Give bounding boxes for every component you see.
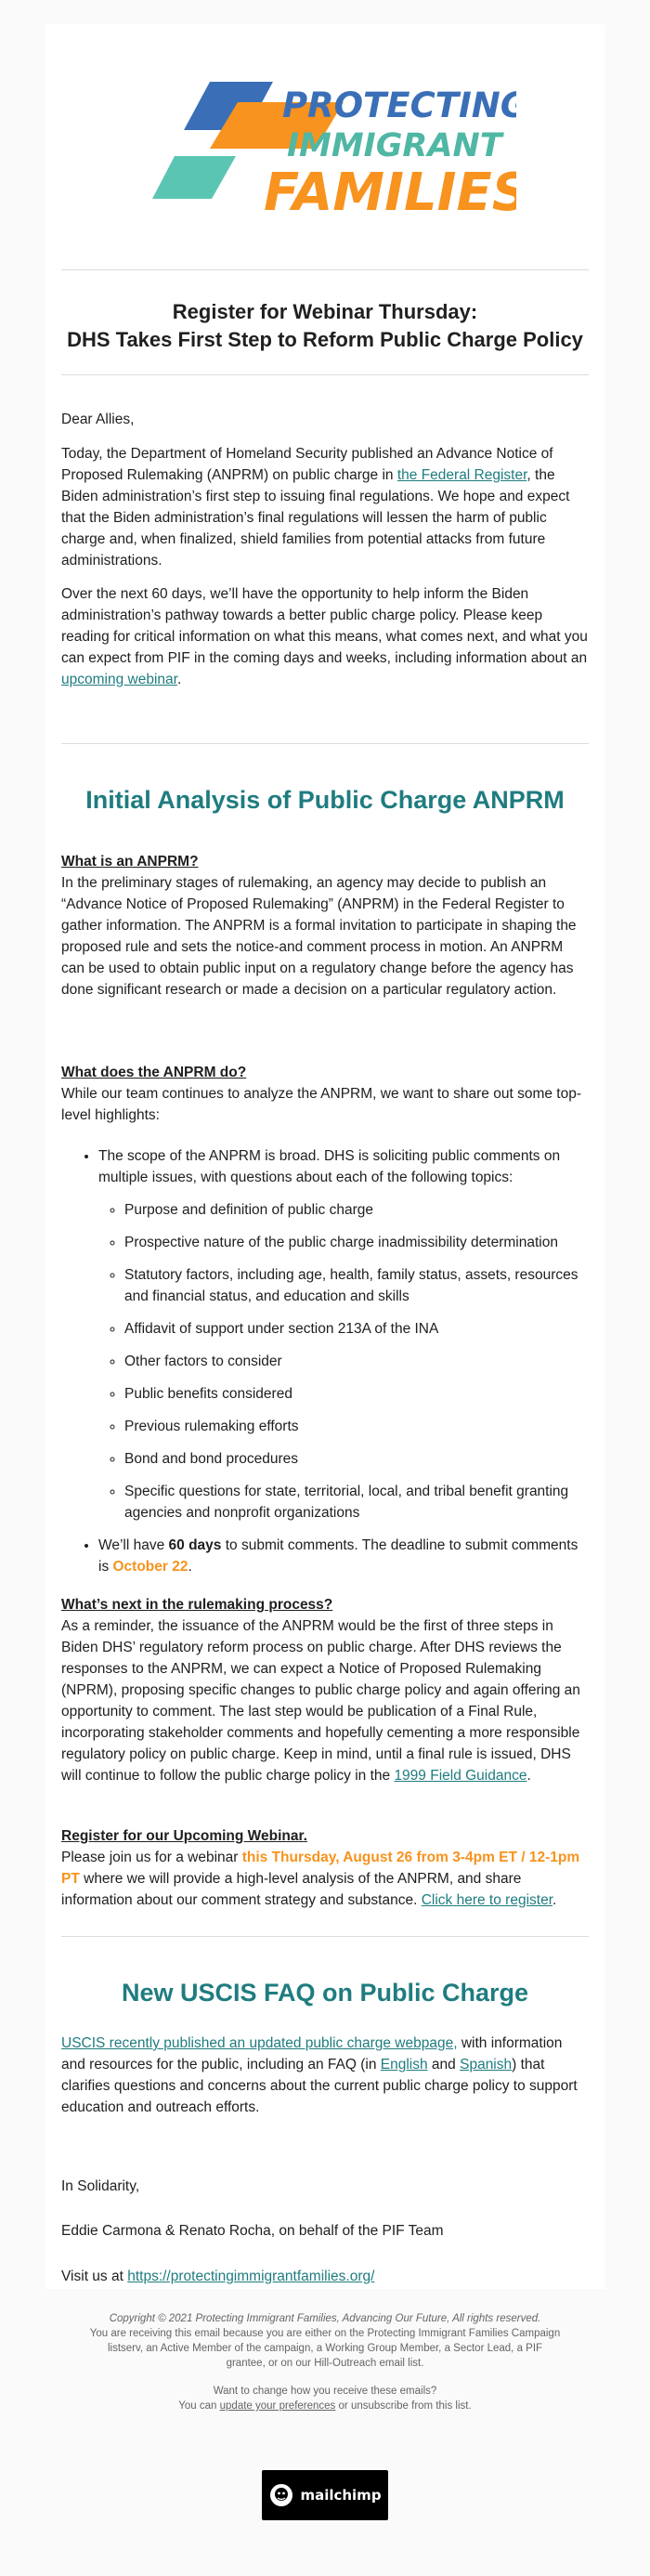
days-count: 60 days (168, 1537, 222, 1553)
list-item: ◦ Prospective nature of the public charge inadmissibility determination (124, 1232, 589, 1253)
faq-heading: New USCIS FAQ on Public Charge (121, 1979, 529, 2007)
unsubscribe-link[interactable]: unsubscribe from this list (350, 2400, 469, 2412)
list-item: ◦ Bond and bond procedures (124, 1448, 589, 1470)
preferences-line: You can update your preferences or unsubscribe from this list. (178, 2400, 472, 2412)
signature: Eddie Carmona & Renato Rocha, on behalf of the PIF Team (61, 2223, 444, 2239)
whats-next-heading: What’s next in the rulemaking process? (61, 1597, 333, 1613)
divider (61, 374, 589, 375)
what-does-anprm-do-body: While our team continues to analyze the ANPRM, we want to share out some top-level highlights: (61, 1086, 581, 1123)
divider (61, 743, 589, 744)
hero-line1: Register for Webinar Thursday: (172, 300, 478, 323)
email-card (45, 24, 605, 2289)
logo-graphic (134, 63, 516, 232)
logo-teal-shape (152, 156, 236, 199)
visit-line: Visit us at https://protectingimmigrantfamilies.org/ (61, 2269, 375, 2284)
list-item: • The scope of the ANPRM is broad. DHS is soliciting public comments on multiple issues, with questions about each of the following topics: ◦ Purpose and definition of public charge ◦ Prospective nature of the public charge inadmissibility determination ◦ Statutory factors, including age, health, family status, assets, resources and financial status, and education and skills ◦ Affidavit of support under section 213A of the INA ◦ Other factors to consider ◦ Public benefits considered ◦ Previous rulemaking efforts ◦ Bond and bond procedures ◦ Specific questions for state, territorial, local, and tribal benefit granting agencies and nonprofit organizations (98, 1145, 589, 1523)
english-faq-link[interactable]: English (380, 2057, 428, 2073)
copyright: Copyright © 2021 Protecting Immigrant Families, Advancing Our Future, All rights reserved. (109, 2313, 541, 2324)
intro-paragraph-2: Over the next 60 days, we’ll have the opportunity to help inform the Biden administration’s pathway towards a better public charge policy. Please keep reading for critical information on what this means, what comes next, and what you can expect from PIF in the coming days and weeks, including information about an upcoming webinar. (61, 586, 588, 687)
what-is-anprm-heading: What is an ANPRM? (61, 854, 199, 870)
analysis-heading: Initial Analysis of Public Charge ANPRM (85, 786, 565, 814)
list-item: ◦ Public benefits considered (124, 1383, 589, 1405)
closing: In Solidarity, (61, 2178, 140, 2194)
what-is-anprm-section (61, 851, 589, 1000)
footer (45, 2311, 605, 2413)
hero-line2: DHS Takes First Step to Reform Public Charge Policy (67, 328, 583, 351)
topics-list (98, 1199, 589, 1523)
spanish-faq-link[interactable]: Spanish (460, 2057, 513, 2073)
field-guidance-link[interactable]: 1999 Field Guidance (394, 1768, 527, 1784)
hero-title (61, 298, 589, 354)
list-item: ◦ Specific questions for state, territorial, local, and tribal benefit granting agencies and nonprofit organizations (124, 1481, 589, 1523)
webinar-heading: Register for our Upcoming Webinar. (61, 1828, 307, 1844)
logo-line1: PROTECTING (282, 85, 516, 125)
list-item: ◦ Purpose and definition of public charge (124, 1199, 589, 1221)
intro-paragraph-1: Today, the Department of Homeland Security published an Advance Notice of Proposed Rulemaking (ANPRM) on public charge in the Federal Register, the Biden administration’s first step to issuing final regulations. We hope and expect that the Biden administration’s final regulations will lessen the harm of public charge and, when finalized, shield families from potential attacks from future administrations. (61, 446, 570, 569)
mailchimp-icon (268, 2482, 294, 2508)
mailchimp-badge[interactable] (262, 2470, 388, 2520)
change-prompt: Want to change how you receive these emails? (213, 2386, 437, 2397)
list-item: ◦ Previous rulemaking efforts (124, 1416, 589, 1437)
highlights-list (61, 1145, 589, 1589)
faq-body: USCIS recently published an updated public charge webpage, with information and resources for the public, including an FAQ (in English and Spanish) that clarifies questions and concerns about the current public charge policy to support education and outreach efforts. (61, 2035, 578, 2115)
what-is-anprm-body: In the preliminary stages of rulemaking, an agency may decide to publish an “Advance Notice of Proposed Rulemaking” (ANPRM) in the Federal Register to gather information. The ANPRM is a formal invitation to participate in shaping the proposed rule and sets the notice-and comment process in motion. An ANPRM can be used to obtain public input on a regulatory change before the agency has done significant research or made a decision on a particular regulatory action. (61, 875, 577, 998)
federal-register-link[interactable]: the Federal Register (396, 467, 527, 483)
webinar-section: Register for our Upcoming Webinar. Please join us for a webinar this Thursday, August 26 from 3-4pm ET / 12-1pm PT where we will provide a high-level analysis of the ANPRM, and share information about our comment strategy and substance. Click here to register. (61, 1825, 589, 1911)
register-link[interactable]: Click here to register (421, 1892, 552, 1908)
logo-line2: IMMIGRANT (287, 127, 502, 164)
list-item: ◦ Affidavit of support under section 213A of the INA (124, 1318, 589, 1340)
greeting: Dear Allies, (61, 412, 135, 427)
list-item: • We’ll have 60 days to submit comments. The deadline to submit comments is October 22. (98, 1535, 589, 1577)
whats-next-section: What’s next in the rulemaking process? As a reminder, the issuance of the ANPRM would be the first of three steps in Biden DHS’ regulatory reform process on public charge. After DHS reviews the responses to the ANPRM, we can expect a Notice of Proposed Rulemaking (NPRM), proposing specific changes to public charge policy and again offering an opportunity to comment. The last step would be publication of a Final Rule, incorporating stakeholder comments and hopefully cementing a more responsible regulatory policy on public charge. Keep in mind, until a final rule is issued, DHS will continue to follow the public charge policy in the 1999 Field Guidance. (61, 1594, 589, 1786)
update-preferences-link[interactable]: update your preferences (219, 2400, 336, 2412)
pif-logo (134, 63, 516, 232)
list-item: ◦ Other factors to consider (124, 1351, 589, 1372)
what-does-anprm-do-section (61, 1062, 589, 1126)
website-link[interactable]: https://protectingimmigrantfamilies.org/ (127, 2269, 375, 2284)
uscis-webpage-link[interactable]: USCIS recently published an updated public charge webpage, (61, 2035, 458, 2051)
divider (61, 269, 589, 270)
list-item: ◦ Statutory factors, including age, health, family status, assets, resources and financial status, and education and skills (124, 1264, 589, 1307)
upcoming-webinar-link[interactable]: upcoming webinar (61, 672, 177, 687)
mailchimp-label: mailchimp (300, 2487, 382, 2504)
subscription-reason: You are receiving this email because you are either on the Protecting Immigrant Families Campaign listserv, an Active Member of the campaign, a Working Group Member, a Sector Lead, a PIF grantee, or on our Hill-Outreach email list. (89, 2328, 561, 2369)
divider (61, 1936, 589, 1937)
webinar-time: this Thursday, August 26 from 3-4pm ET / 12-1pm PT (61, 1850, 580, 1887)
logo-line3: FAMILIES (264, 163, 516, 223)
what-does-anprm-do-heading: What does the ANPRM do? (61, 1065, 247, 1080)
deadline-date: October 22 (112, 1559, 188, 1575)
